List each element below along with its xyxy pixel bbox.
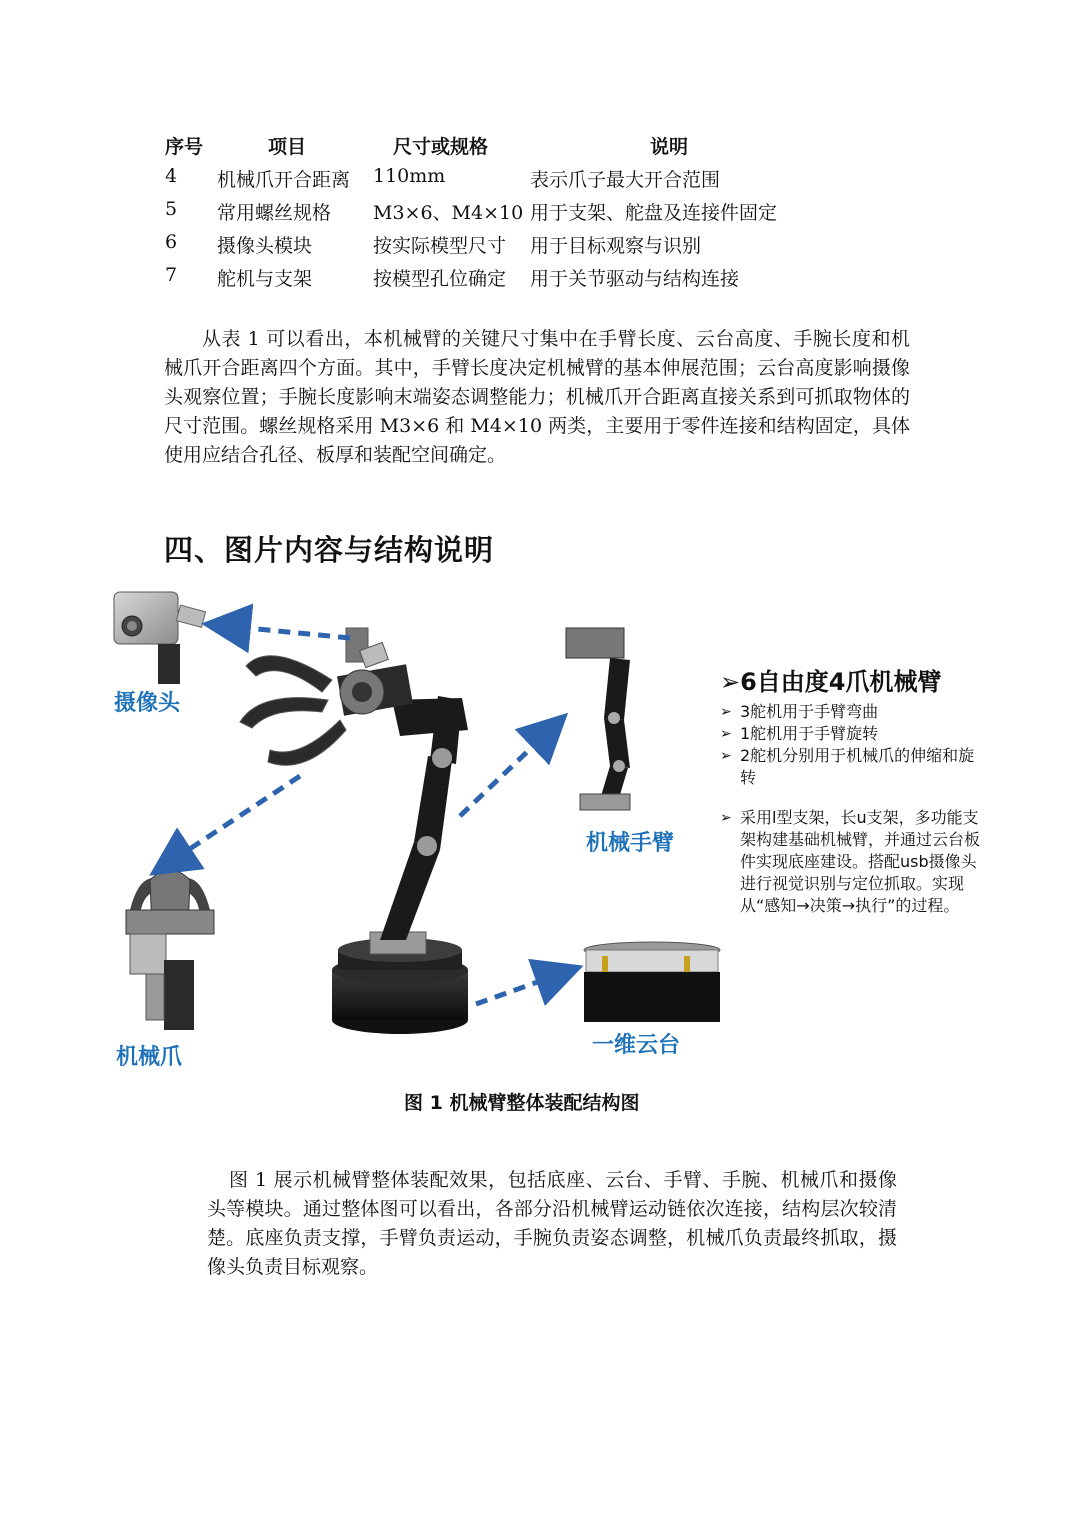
section-title: 四、图片内容与结构说明 (164, 533, 495, 567)
spec-note: ➢ 采用l型支架，长u支架，多功能支架构建基础机械臂，并通过云台板件实现底座建设。搭配usb摄像头进行视觉识别与定位抓取。实现从“感知→决策→执行”的过程。 (720, 807, 980, 917)
base-icon (332, 932, 468, 1034)
cell-size: M3×6、M4×10 (373, 202, 524, 224)
spec-title: ➢6自由度4爪机械臂 (720, 668, 942, 696)
gimbal-module-icon (584, 942, 720, 1022)
body-paragraph-1: 从表 1 可以看出，本机械臂的关键尺寸集中在手臂长度、云台高度、手腕长度和机械爪开合距离四个方面。其中，手臂长度决定机械臂的基本伸展范围；云台高度影响摄像头观察位置；手腕长度影响末端姿态调整能力；机械爪开合距离直接关系到可抓取物体的尺寸范围。螺丝规格采用 M3×6 和 M4×10 两类，主要用于零件连接和结构固定，具体使用应结合孔径、板厚和装配空间确定。 (164, 328, 910, 466)
spec-item: ➢ 3舵机用于手臂弯曲 (720, 701, 980, 723)
table-row (165, 264, 865, 297)
cell-size: 按模型孔位确定 (373, 268, 507, 290)
header-note: 说明 (650, 136, 689, 158)
cell-index: 7 (165, 264, 178, 286)
camera-icon (114, 592, 206, 684)
cell-note: 用于目标观察与识别 (530, 235, 702, 257)
cell-item: 摄像头模块 (217, 235, 313, 257)
spec-item: ➢ 1舵机用于手臂旋转 (720, 723, 980, 745)
header-index: 序号 (165, 136, 204, 158)
cell-index: 5 (165, 198, 178, 220)
assembly-figure (100, 580, 980, 1080)
cell-item: 舵机与支架 (217, 268, 313, 290)
cell-item: 常用螺丝规格 (217, 202, 332, 224)
header-size: 尺寸或规格 (393, 136, 489, 158)
cell-index: 6 (165, 231, 178, 253)
cell-index: 4 (165, 165, 178, 187)
label-gripper: 机械爪 (116, 1045, 183, 1070)
cell-note: 用于支架、舵盘及连接件固定 (530, 202, 778, 224)
cell-size: 110mm (373, 165, 446, 187)
figure-caption: 图 1 机械臂整体装配结构图 (404, 1092, 640, 1114)
label-camera: 摄像头 (114, 691, 181, 716)
spec-items (720, 701, 980, 917)
table-row (165, 165, 865, 198)
gripper-module-icon (126, 870, 214, 1030)
spec-list (720, 662, 980, 917)
table-row (165, 198, 865, 231)
cell-size: 按实际模型尺寸 (373, 235, 507, 257)
cell-note: 表示爪子最大开合范围 (530, 169, 721, 191)
cell-note: 用于关节驱动与结构连接 (530, 268, 740, 290)
label-arm: 机械手臂 (586, 831, 675, 856)
spec-table (165, 132, 865, 297)
arm-module-icon (566, 628, 630, 810)
arm-links-icon (337, 664, 468, 940)
table-header (165, 132, 865, 165)
label-gimbal: 一维云台 (592, 1033, 681, 1058)
body-paragraph-2: 图 1 展示机械臂整体装配效果，包括底座、云台、手臂、手腕、机械爪和摄像头等模块。通过整体图可以看出，各部分沿机械臂运动链依次连接，结构层次较清楚。底座负责支撑，手臂负责运动，手腕负责姿态调整，机械爪负责最终抓取，摄像头负责目标观察。 (207, 1169, 897, 1278)
spec-item: ➢ 2舵机分别用于机械爪的伸缩和旋转 (720, 745, 980, 789)
table-row (165, 231, 865, 264)
header-item: 项目 (268, 136, 307, 158)
cell-item: 机械爪开合距离 (217, 169, 351, 191)
